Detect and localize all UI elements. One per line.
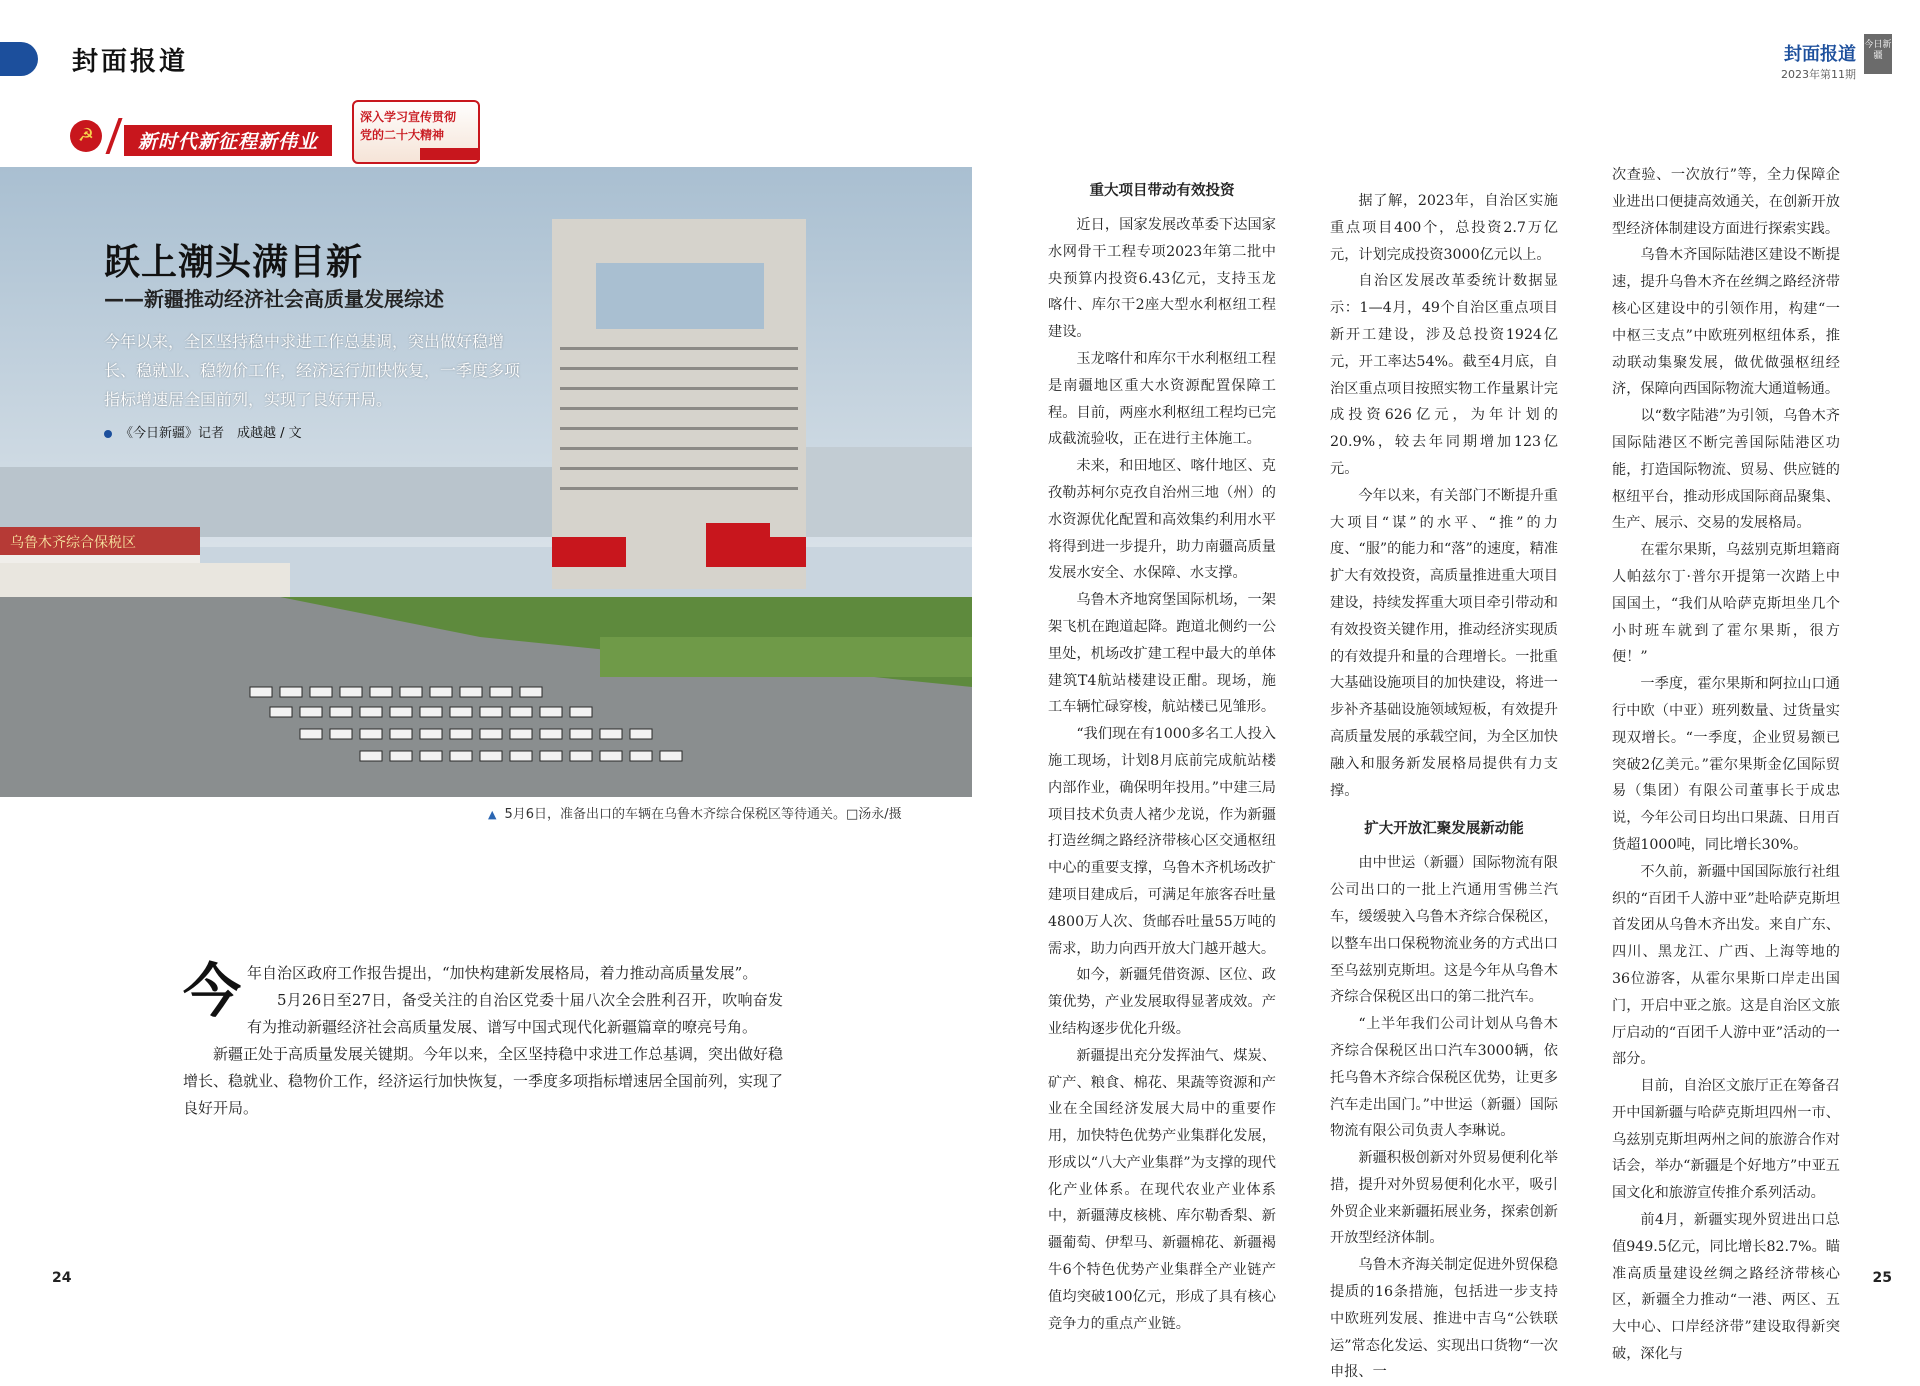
paragraph: 不久前，新疆中国国际旅行社组织的“百团千人游中亚”赴哈萨克斯坦首发团从乌鲁木齐出发。来自广东、四川、黑龙江、广西、上海等地的36位游客，从霍尔果斯口岸走出国门，开启中亚之旅。这是自治区文旅厅启动的“百团千人游中亚”活动的一部分。 [1612,863,1840,1068]
paragraph: 自治区发展改革委统计数据显示：1—4月，49个自治区重点项目新开工建设，涉及总投资1924亿元，开工率达54%。截至4月底，自治区重点项目按照实物工作量累计完成投资626亿元，为年计划的20.9%，较去年同期增加123亿元。 [1330,273,1558,477]
intro-paragraph: 新疆正处于高质量发展关键期。今年以来，全区坚持稳中求进工作总基调，突出做好稳增长、稳就业、稳物价工作，经济运行加快恢复，一季度多项指标增速居全国前列，实现了良好开局。 [183,1045,784,1117]
paragraph: 如今，新疆凭借资源、区位、政策优势，产业发展取得显著成效。产业结构逐步优化升级。 [1048,967,1276,1037]
intro-text [183,957,784,1122]
campaign-badge-ribbon [420,148,480,160]
body-column-1 [1048,176,1276,1337]
drop-cap: 今 [183,957,242,1025]
paragraph: 今年以来，有关部门不断提升重大项目“谋”的水平、“推”的力度、“服”的能力和“落”的速度，精准扩大有效投资，高质量推进重大项目建设，持续发挥重大项目牵引带动和有效投资关键作用，推动经济实现质的有效提升和量的合理增长。一批重大基础设施项目的加快建设，将进一步补齐基础设施领域短板，有效提升高质量发展的承载空间，为全区加快融入和服务新发展格局提供有力支撑。 [1330,487,1558,799]
intro-paragraph: 年自治区政府工作报告提出，“加快构建新发展格局，着力推动高质量发展”。 [247,964,758,982]
column-banner: 新时代新征程新伟业 [124,125,332,156]
body-column-3 [1612,162,1840,1368]
section-heading: 重大项目带动有效投资 [1089,183,1235,199]
section-title: 封面报道 [72,47,189,77]
masthead-brand: 封面报道 [1784,44,1856,65]
article-subtitle: ——新疆推动经济社会高质量发展综述 [104,287,444,311]
section-heading: 扩大开放汇聚发展新动能 [1364,821,1524,838]
gate-sign: 乌鲁木齐综合保税区 [10,535,136,551]
paragraph: 未来，和田地区、喀什地区、克孜勒苏柯尔克孜自治州三地（州）的水资源优化配置和高效集约利用水平将得到进一步提升，助力南疆高质量发展水安全、水保障、水支撑。 [1048,458,1276,582]
article-lead: 今年以来，全区坚持稳中求进工作总基调，突出做好稳增长、稳就业、稳物价工作，经济运行加快恢复，一季度多项指标增速居全国前列，实现了良好开局。 [104,332,521,409]
paragraph: 乌鲁木齐海关制定促进外贸保稳提质的16条措施，包括进一步支持中欧班列发展、推进中吉乌“公铁联运”常态化发运、实现出口货物“一次申报、一 [1330,1257,1558,1381]
paragraph: 玉龙喀什和库尔干水利枢纽工程是南疆地区重大水资源配置保障工程。目前，两座水利枢纽工程均已完成截流验收，正在进行主体施工。 [1048,350,1276,448]
article-byline [104,422,302,441]
article-title: 跃上潮头满目新 [104,242,364,283]
paragraph: 在霍尔果斯，乌兹别克斯坦籍商人帕兹尔丁·普尔开提第一次踏上中国国土，“我们从哈萨克斯坦坐几个小时班车就到了霍尔果斯，很方便！” [1612,542,1840,666]
body-column-2 [1330,188,1558,1386]
paragraph: 乌鲁木齐国际陆港区建设不断提速，提升乌鲁木齐在丝绸之路经济带核心区建设中的引领作用，构建“一中枢三支点”中欧班列枢纽体系，推动联动集聚发展，做优做强枢纽经济，保障向西国际物流大通道畅通。 [1612,247,1840,398]
campaign-badge-line2: 党的二十大精神 [360,128,445,142]
page-number-left: 24 [52,1270,72,1286]
party-emblem-icon: ☭ [70,120,102,152]
paragraph: 一季度，霍尔果斯和阿拉山口通行中欧（中亚）班列数量、过货量实现双增长。“一季度，企业贸易额已突破2亿美元。”霍尔果斯金亿国际贸易（集团）有限公司董事长于成忠说，今年公司日均出口果蔬、日用百货超1000吨，同比增长30%。 [1612,676,1840,853]
paragraph: 乌鲁木齐地窝堡国际机场，一架架飞机在跑道起降。跑道北侧约一公里处，机场改扩建工程中最大的单体建筑T4航站楼建设正酣。现场，施工车辆忙碌穿梭，航站楼已见雏形。 [1048,592,1276,716]
caption-triangle-icon: ▲ [488,808,497,821]
page-number-right: 25 [1872,1270,1892,1286]
paragraph: “我们现在有1000多名工人投入施工现场，计划8月底前完成航站楼内部作业，确保明年投用。”中建三局项目技术负责人褚少龙说，作为新疆打造丝绸之路经济带核心区交通枢纽中心的重要支撑，乌鲁木齐机场改扩建项目建成后，可满足年旅客吞吐量4800万人次、货邮吞吐量55万吨的需求，助力向西开放大门越开越大。 [1048,726,1276,957]
banner-divider [105,118,122,154]
caption-text: 5月6日，准备出口的车辆在乌鲁木齐综合保税区等待通关。□汤永/摄 [504,807,902,822]
bullet-icon [104,430,112,438]
paragraph: 目前，自治区文旅厅正在筹备召开中国新疆与哈萨克斯坦四州一市、乌兹别克斯坦两州之间的旅游合作对话会，举办“新疆是个好地方”中亚五国文化和旅游宣传推介系列活动。 [1612,1078,1840,1202]
section-marker [0,42,38,76]
byline-text: 《今日新疆》记者 成越越 / 文 [120,426,302,441]
paragraph: 据了解，2023年，自治区实施重点项目400个，总投资2.7万亿元，计划完成投资3000亿元以上。 [1330,193,1558,263]
paragraph: “上半年我们公司计划从乌鲁木齐综合保税区出口汽车3000辆，依托乌鲁木齐综合保税区优势，让更多汽车走出国门。”中世运（新疆）国际物流有限公司负责人李琳说。 [1330,1016,1558,1140]
paragraph: 次查验、一次放行”等，全力保障企业进出口便捷高效通关，在创新开放型经济体制建设方面进行探索实践。 [1612,167,1840,237]
magazine-badge: 今日新疆 [1864,34,1892,74]
paragraph: 由中世运（新疆）国际物流有限公司出口的一批上汽通用雪佛兰汽车，缓缓驶入乌鲁木齐综合保税区，以整车出口保税物流业务的方式出口至乌兹别克斯坦。这是今年从乌鲁木齐综合保税区出口的第二批汽车。 [1330,855,1558,1006]
magazine-masthead [1781,40,1856,82]
paragraph: 以“数字陆港”为引领，乌鲁木齐国际陆港区不断完善国际陆港区功能，打造国际物流、贸易、供应链的枢纽平台，推动形成国际商品聚集、生产、展示、交易的发展格局。 [1612,408,1840,532]
paragraph: 前4月，新疆实现外贸进出口总值949.5亿元，同比增长82.7%。瞄准高质量建设丝绸之路经济带核心区，新疆全力推动“一港、两区、五大中心、口岸经济带”建设取得新突破，深化与 [1612,1212,1840,1363]
paragraph: 新疆提出充分发挥油气、煤炭、矿产、粮食、棉花、果蔬等资源和产业在全国经济发展大局中的重要作用，加快特色优势产业集群化发展，形成以“八大产业集群”为支撑的现代化产业体系。在现代农业产业体系中，新疆薄皮核桃、库尔勒香梨、新疆葡萄、伊犁马、新疆棉花、新疆褐牛6个特色优势产业集群全产业链产值均突破100亿元，形成了具有核心竞争力的重点产业链。 [1048,1047,1276,1332]
paragraph: 新疆积极创新对外贸易便利化举措，提升对外贸易便利化水平，吸引外贸企业来新疆拓展业务，探索创新开放型经济体制。 [1330,1150,1558,1247]
intro-paragraph: 5月26日至27日，备受关注的自治区党委十届八次全会胜利召开，吹响奋发有为推动新疆经济社会高质量发展、谱写中国式现代化新疆篇章的嘹亮号角。 [247,991,783,1036]
photo-caption [488,803,902,822]
campaign-badge-line1: 深入学习宣传贯彻 [360,110,457,124]
issue-number: 2023年第11期 [1781,68,1856,81]
paragraph: 近日，国家发展改革委下达国家水网骨干工程专项2023年第二批中央预算内投资6.43亿元，支持玉龙喀什、库尔干2座大型水利枢纽工程建设。 [1048,217,1276,341]
